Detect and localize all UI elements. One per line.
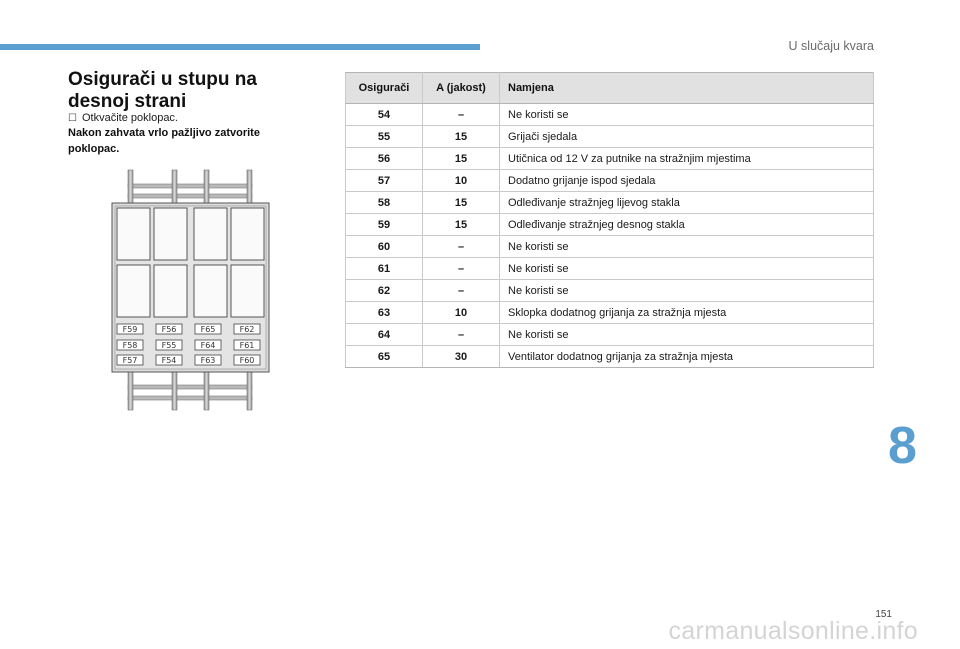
amperage-cell: 15 <box>423 192 500 214</box>
table-row <box>346 324 874 346</box>
table-row <box>346 258 874 280</box>
column-header-amperage: A (jakost) <box>423 73 500 104</box>
fuse-number-cell: 58 <box>346 192 423 214</box>
function-cell: Dodatno grijanje ispod sjedala <box>500 170 874 192</box>
section-title: Osigurači u stupu na desnoj strani <box>68 69 257 112</box>
fuse-table <box>345 72 874 368</box>
fuse-label: F57 <box>122 356 138 365</box>
column-header-fuse: Osigurači <box>346 73 423 104</box>
fuse-label: F61 <box>239 341 255 350</box>
table-row <box>346 280 874 302</box>
fuse-number-cell: 59 <box>346 214 423 236</box>
amperage-cell: 15 <box>423 148 500 170</box>
amperage-cell: 10 <box>423 302 500 324</box>
fuse-label: F54 <box>161 356 177 365</box>
fuse-number-cell: 60 <box>346 236 423 258</box>
fuse-number-cell: 63 <box>346 302 423 324</box>
fuse-label: F55 <box>161 341 177 350</box>
fuse-number-cell: 56 <box>346 148 423 170</box>
amperage-cell: 30 <box>423 346 500 368</box>
function-cell: Utičnica od 12 V za putnike na stražnjim mjestima <box>500 148 874 170</box>
page-number: 151 <box>875 609 892 620</box>
table-row <box>346 104 874 126</box>
chapter-header-title: U slučaju kvara <box>788 39 874 53</box>
fuse-label: F56 <box>161 325 177 334</box>
function-cell: Grijači sjedala <box>500 126 874 148</box>
amperage-cell: – <box>423 280 500 302</box>
table-row <box>346 126 874 148</box>
fuse-box-diagram <box>108 166 274 412</box>
fuse-number-cell: 62 <box>346 280 423 302</box>
table-row <box>346 148 874 170</box>
table-header-row <box>346 73 874 104</box>
function-cell: Odleđivanje stražnjeg desnog stakla <box>500 214 874 236</box>
fuse-label: F65 <box>200 325 216 334</box>
square-bullet-icon: ☐ <box>68 113 77 124</box>
function-cell: Ne koristi se <box>500 258 874 280</box>
table-row <box>346 302 874 324</box>
watermark: carmanualsonline.info <box>668 617 918 645</box>
fuse-number-cell: 57 <box>346 170 423 192</box>
table-row <box>346 236 874 258</box>
amperage-cell: 15 <box>423 126 500 148</box>
table-row <box>346 170 874 192</box>
chapter-color-bar <box>0 44 480 50</box>
amperage-cell: – <box>423 324 500 346</box>
amperage-cell: – <box>423 258 500 280</box>
fuse-label: F64 <box>200 341 216 350</box>
function-cell: Ne koristi se <box>500 280 874 302</box>
fuse-number-cell: 61 <box>346 258 423 280</box>
function-cell: Ne koristi se <box>500 324 874 346</box>
instruction-warning: Nakon zahvata vrlo pažljivo zatvorite poklopac. <box>68 127 260 155</box>
fuse-number-cell: 65 <box>346 346 423 368</box>
fuse-label: F62 <box>239 325 255 334</box>
fuse-label: F63 <box>200 356 216 365</box>
function-cell: Ne koristi se <box>500 236 874 258</box>
fuse-label: F60 <box>239 356 255 365</box>
fuse-label: F58 <box>122 341 138 350</box>
table-row <box>346 346 874 368</box>
function-cell: Ne koristi se <box>500 104 874 126</box>
fuse-number-cell: 55 <box>346 126 423 148</box>
amperage-cell: 15 <box>423 214 500 236</box>
fuse-number-cell: 54 <box>346 104 423 126</box>
instruction-text: Otkvačite poklopac. <box>82 112 178 124</box>
amperage-cell: – <box>423 236 500 258</box>
function-cell: Odleđivanje stražnjeg lijevog stakla <box>500 192 874 214</box>
fuse-label: F59 <box>122 325 138 334</box>
amperage-cell: 10 <box>423 170 500 192</box>
function-cell: Ventilator dodatnog grijanja za stražnja mjesta <box>500 346 874 368</box>
chapter-number: 8 <box>888 417 917 475</box>
table-row <box>346 214 874 236</box>
amperage-cell: – <box>423 104 500 126</box>
instruction-step <box>68 112 178 124</box>
column-header-function: Namjena <box>500 73 874 104</box>
fuse-number-cell: 64 <box>346 324 423 346</box>
table-row <box>346 192 874 214</box>
function-cell: Sklopka dodatnog grijanja za stražnja mjesta <box>500 302 874 324</box>
